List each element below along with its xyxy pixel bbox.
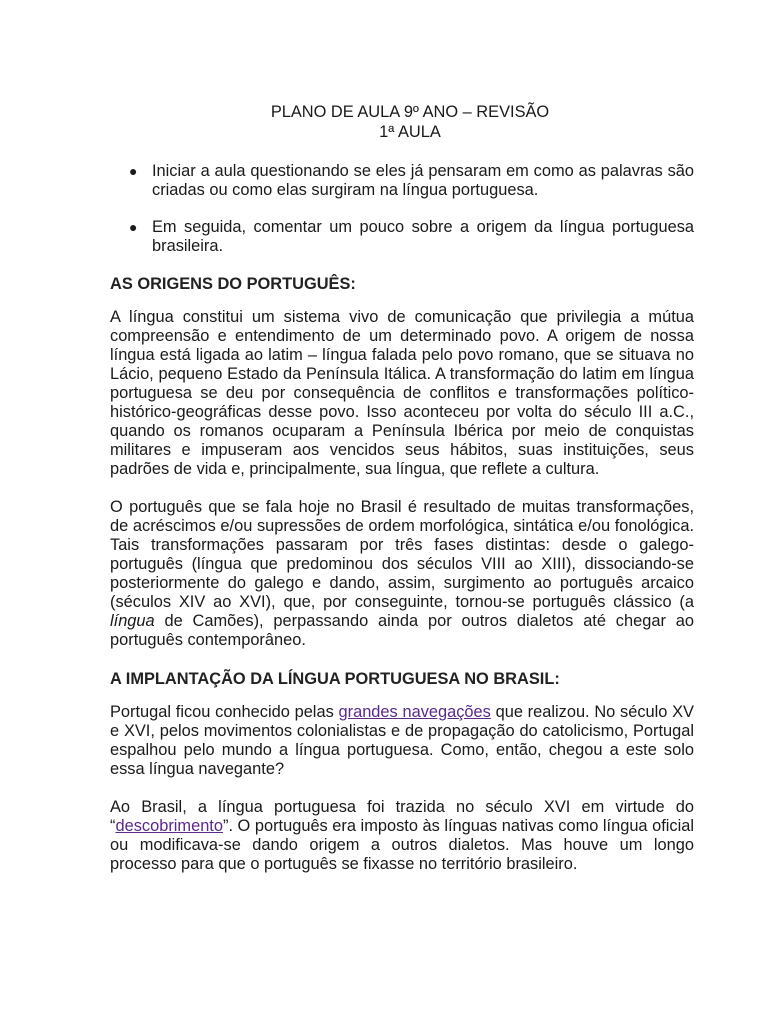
title-line-1: PLANO DE AULA 9º ANO – REVISÃO: [270, 103, 550, 121]
paragraph: [110, 703, 694, 779]
paragraph-text: ”. O português era imposto às línguas nativas como língua oficial ou modificava-se dando origem a outros dialetos. Mas houve um longo processo para que o português se fixasse no território brasileiro.: [110, 817, 695, 873]
bullet-text: Em seguida, comentar um pouco sobre a origem da língua portuguesa brasileira.: [152, 218, 694, 255]
section-heading-implantacao: A IMPLANTAÇÃO DA LÍNGUA PORTUGUESA NO BRASIL:: [110, 670, 560, 688]
paragraph-text: de Camões), perpassando ainda por outros dialetos até chegar ao português contemporâneo.: [110, 612, 694, 649]
section-heading-origens: AS ORIGENS DO PORTUGUÊS:: [110, 275, 356, 293]
italic-word: língua: [110, 612, 155, 630]
link-descobrimento[interactable]: descobrimento: [115, 817, 223, 835]
paragraph: [110, 498, 694, 650]
paragraph-text: Ao Brasil, a língua portuguesa foi trazida no século XVI em virtude do “: [110, 798, 694, 835]
paragraph-text: que realizou. No século XV e XVI, pelos movimentos colonialistas e de propagação do catolicismo, Portugal espalhou pelo mundo a língua portuguesa. Como, então, chegou a este solo essa língua navegante?: [110, 703, 694, 778]
bullet-text: Iniciar a aula questionando se eles já pensaram em como as palavras são criadas ou como elas surgiram na língua portuguesa.: [152, 162, 694, 199]
paragraph-text: O português que se fala hoje no Brasil é resultado de muitas transformações, de acréscimos e/ou supressões de ordem morfológica, sintática e/ou fonológica. Tais transformações passaram por três fases distintas: desde o galego-português (língua que predominou dos séculos VIII ao XIII), dissociando-se posteriormente do galego e dando, assim, surgimento ao português arcaico (séculos XIV ao XVI), que, por conseguinte, tornou-se português clássico (a: [110, 498, 694, 611]
bullet-icon: ●: [129, 163, 138, 179]
paragraph: [110, 798, 694, 874]
bullet-list: [110, 162, 694, 256]
link-grandes-navegacoes[interactable]: grandes navegações: [338, 703, 491, 721]
paragraph: A língua constitui um sistema vivo de comunicação que privilegia a mútua compreensão e entendimento de um determinado povo. A origem de nossa língua está ligada ao latim – língua falada pelo povo romano, que se situava no Lácio, pequeno Estado da Península Itálica. A transformação do latim em língua portuguesa se deu por consequência de conflitos e transformações político-histórico-geográficas desse povo. Isso aconteceu por volta do século III a.C., quando os romanos ocuparam a Península Ibérica por meio de conquistas militares e impuseram aos vencidos seus hábitos, suas instituições, seus padrões de vida e, principalmente, sua língua, que reflete a cultura.: [110, 308, 694, 478]
title-line-2: 1ª AULA: [379, 123, 441, 141]
document-title: [126, 102, 694, 142]
bullet-icon: ●: [129, 219, 138, 235]
bullet-item: [129, 218, 694, 256]
paragraph-text: Portugal ficou conhecido pelas: [110, 703, 339, 721]
bullet-item: [129, 162, 694, 200]
